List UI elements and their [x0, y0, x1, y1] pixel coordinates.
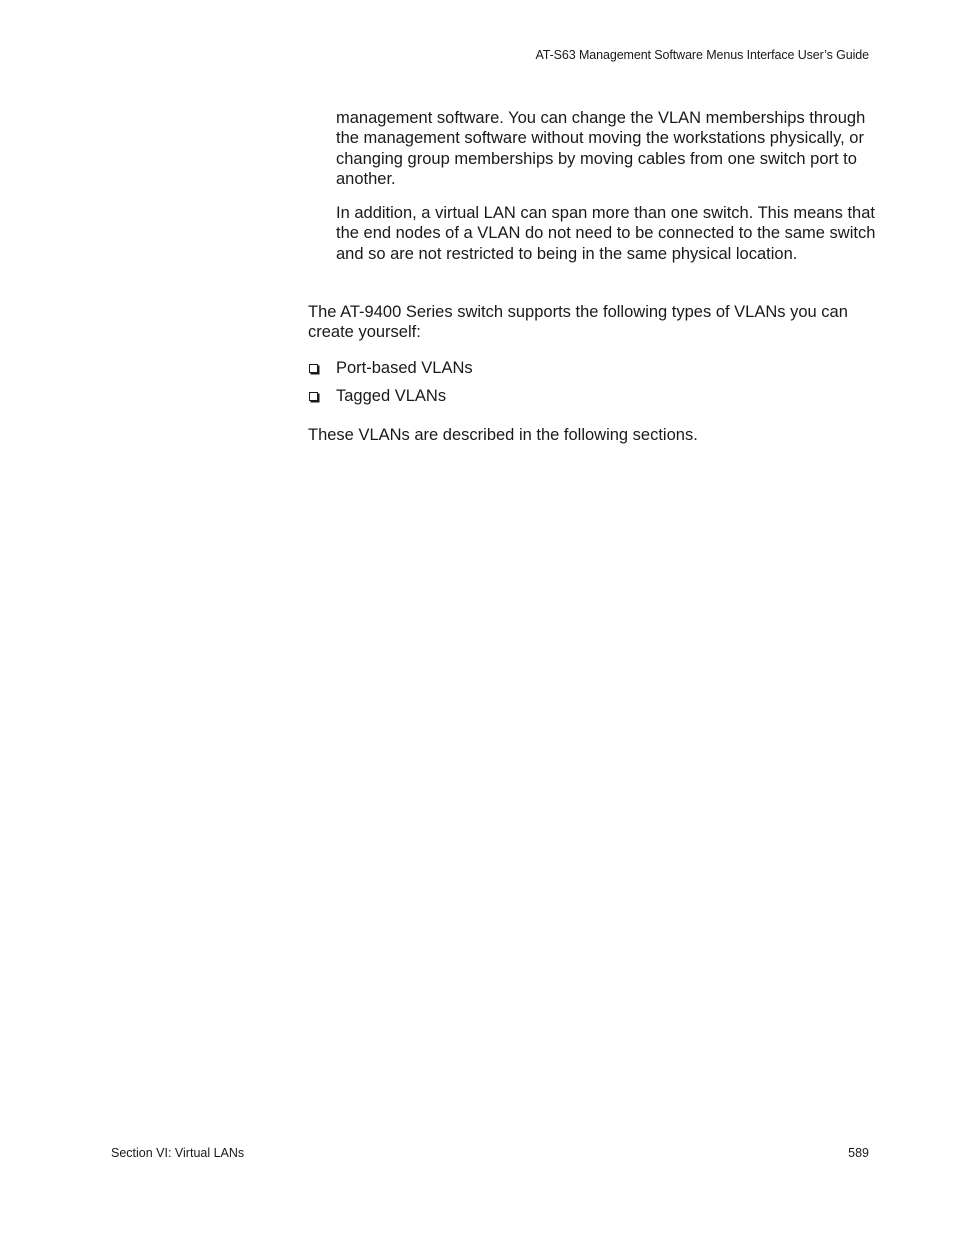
body-paragraph: These VLANs are described in the following sections.	[308, 426, 698, 444]
running-header: AT-S63 Management Software Menus Interface User’s Guide	[535, 48, 869, 62]
list-item-text: Port-based VLANs	[336, 359, 473, 377]
list-item	[308, 358, 473, 386]
list-item	[308, 386, 473, 414]
body-paragraph: In addition, a virtual LAN can span more than one switch. This means that the end nodes of a VLAN do not need to be connected to the same switch and so are not restricted to being in the same physical location.	[336, 204, 876, 263]
vlan-type-list	[308, 358, 473, 414]
page-number: 589	[848, 1146, 869, 1160]
checkbox-bullet-icon	[309, 364, 318, 373]
checkbox-bullet-icon	[309, 392, 318, 401]
body-paragraph: The AT-9400 Series switch supports the following types of VLANs you can create yourself:	[308, 303, 848, 342]
list-item-text: Tagged VLANs	[336, 387, 447, 405]
footer-section-title: Section VI: Virtual LANs	[111, 1146, 245, 1160]
body-paragraph: management software. You can change the VLAN memberships through the management software without moving the workstations physically, or changing group memberships by moving cables from one switch port to another.	[336, 109, 866, 188]
